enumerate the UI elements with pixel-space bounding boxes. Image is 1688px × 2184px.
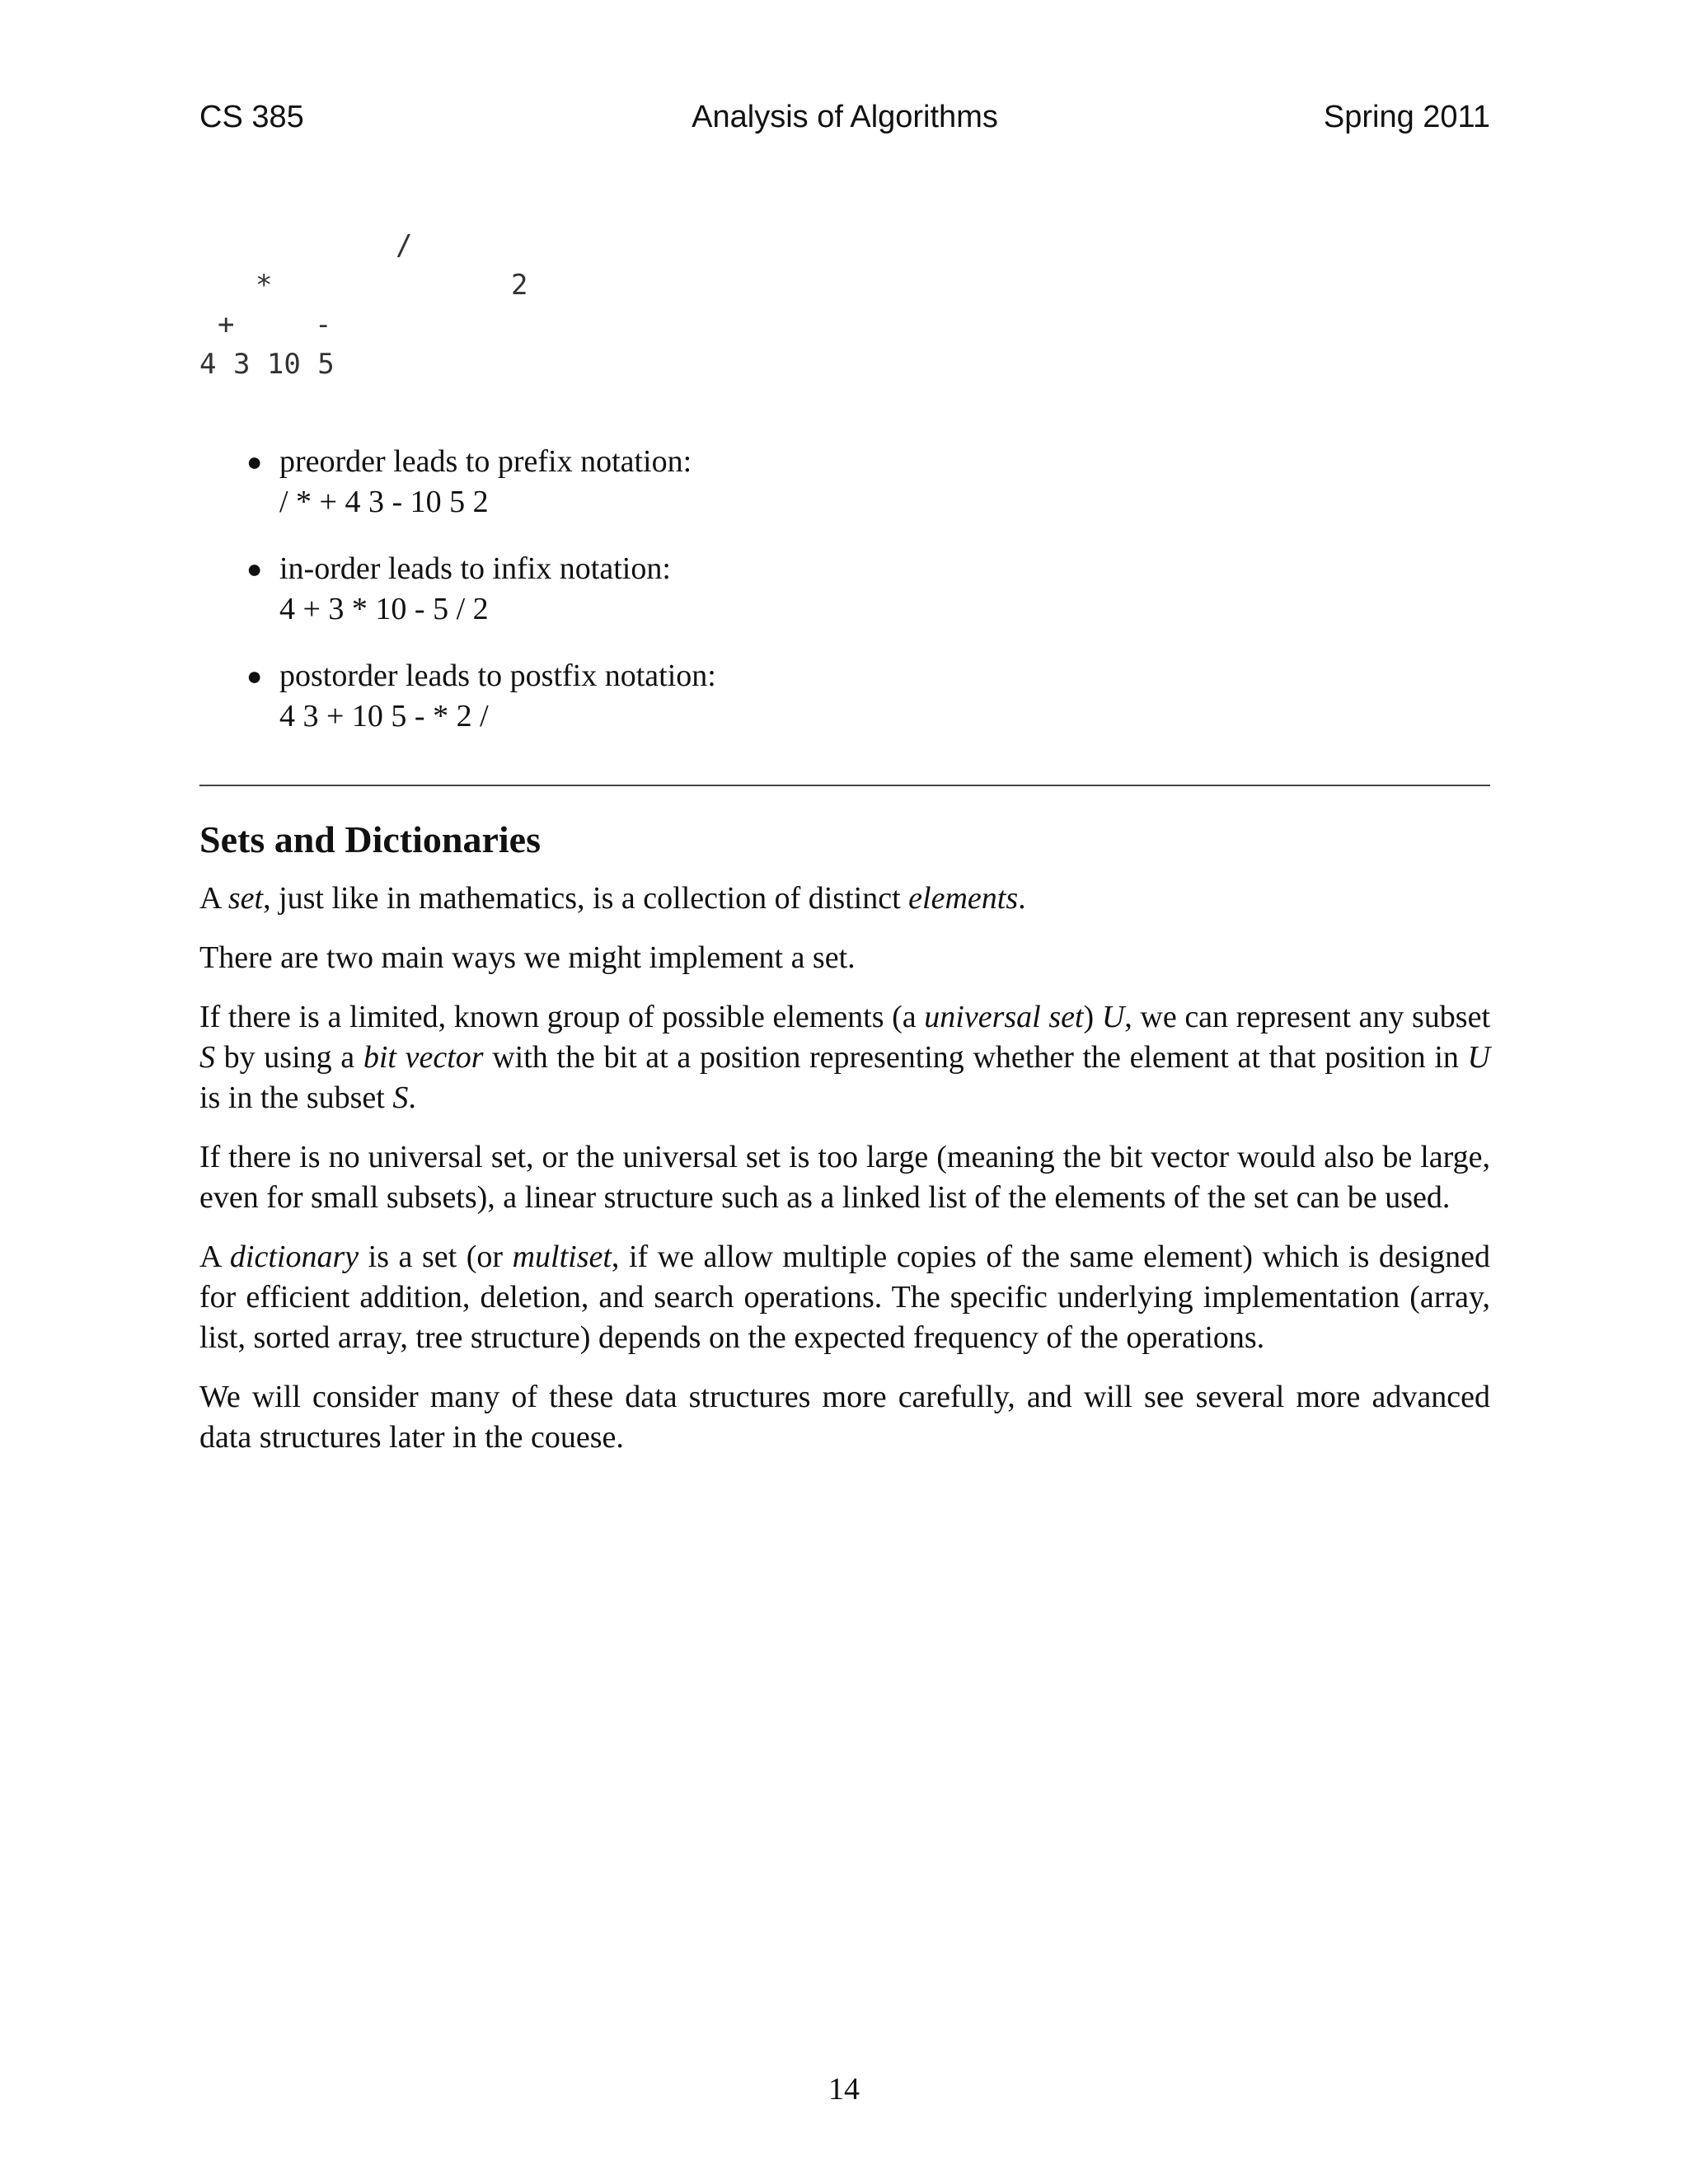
bullet-icon: ● — [246, 447, 263, 476]
section-heading: Sets and Dictionaries — [199, 818, 541, 860]
text-run: A — [199, 1240, 230, 1274]
term: Spring 2011 — [1323, 100, 1490, 134]
term-bit-vector: bit vector — [363, 1040, 484, 1075]
paragraph-dictionary — [199, 1237, 1490, 1358]
term-elements: elements — [908, 881, 1019, 916]
math-s: S — [199, 1040, 215, 1075]
math-u: U — [1467, 1040, 1490, 1075]
course-title: Analysis of Algorithms — [692, 100, 998, 134]
sets-section — [199, 816, 1490, 1477]
text-run: with the bit at a position representing whether the element at that position in — [483, 1040, 1468, 1075]
tree-node-mult: * — [256, 269, 273, 302]
text-run: , we can represent any subset — [1124, 1000, 1491, 1034]
tree-leaves: 4 3 10 5 — [199, 348, 335, 381]
expression-tree — [199, 229, 612, 394]
term-multiset: multiset — [512, 1240, 612, 1274]
paragraph-set-definition — [199, 879, 1490, 919]
paragraph-linked-list: If there is no universal set, or the universal set is too large (meaning the bit vector would also be large, even for small subsets), a linear structure such as a linked list of the elements of the set can be used. — [199, 1140, 1490, 1215]
bullet-expression: 4 + 3 * 10 - 5 / 2 — [279, 592, 489, 626]
tree-node-root: / — [396, 229, 413, 262]
bullet-expression: / * + 4 3 - 10 5 2 — [279, 485, 489, 519]
math-s: S — [392, 1080, 409, 1115]
paragraph-two-ways: There are two main ways we might implement a set. — [199, 940, 856, 975]
tree-node-plus: + — [218, 308, 235, 341]
text-run: , just like in mathematics, is a collection of distinct — [263, 881, 909, 916]
text-run: is in the subset — [199, 1080, 393, 1115]
term-set: set — [227, 881, 264, 916]
paragraph-closing: We will consider many of these data structures more carefully, and will see several more advanced data structures later in the couese. — [199, 1380, 1490, 1455]
text-run: , if we allow multiple copies of the same element) which is designed for efficient addition, deletion, and search operations. The specific underlying implementation (array, list, sorted array, tree structure) depends on the expected frequency of the operations. — [199, 1240, 1490, 1355]
bullet-expression: 4 3 + 10 5 - * 2 / — [279, 699, 489, 733]
text-run: ) — [1083, 1000, 1102, 1034]
tree-node-two: 2 — [511, 269, 528, 302]
text-run: If there is a limited, known group of possible elements (a — [199, 1000, 925, 1034]
section-divider — [199, 785, 1490, 786]
tree-node-minus: - — [315, 308, 332, 341]
list-item — [199, 549, 1490, 630]
text-run: A — [199, 881, 228, 916]
traversal-list — [199, 442, 1490, 763]
list-item — [199, 656, 1490, 737]
text-run: by using a — [215, 1040, 363, 1075]
bullet-icon: ● — [246, 554, 263, 583]
bullet-icon: ● — [246, 661, 263, 691]
paragraph-bit-vector — [199, 997, 1490, 1118]
bullet-label: postorder leads to postfix notation: — [279, 658, 716, 693]
math-u: U — [1101, 1000, 1125, 1034]
list-item — [199, 442, 1490, 523]
term-universal-set: universal set — [924, 1000, 1084, 1034]
text-run: is a set (or — [359, 1240, 513, 1274]
page-header — [199, 92, 1490, 142]
course-code: CS 385 — [199, 100, 304, 134]
bullet-label: in-order leads to infix notation: — [279, 551, 671, 586]
text-run: . — [1018, 881, 1026, 916]
bullet-label: preorder leads to prefix notation: — [279, 444, 692, 479]
text-run: . — [408, 1080, 416, 1115]
page-number: 14 — [828, 2072, 860, 2107]
term-dictionary: dictionary — [229, 1240, 359, 1274]
